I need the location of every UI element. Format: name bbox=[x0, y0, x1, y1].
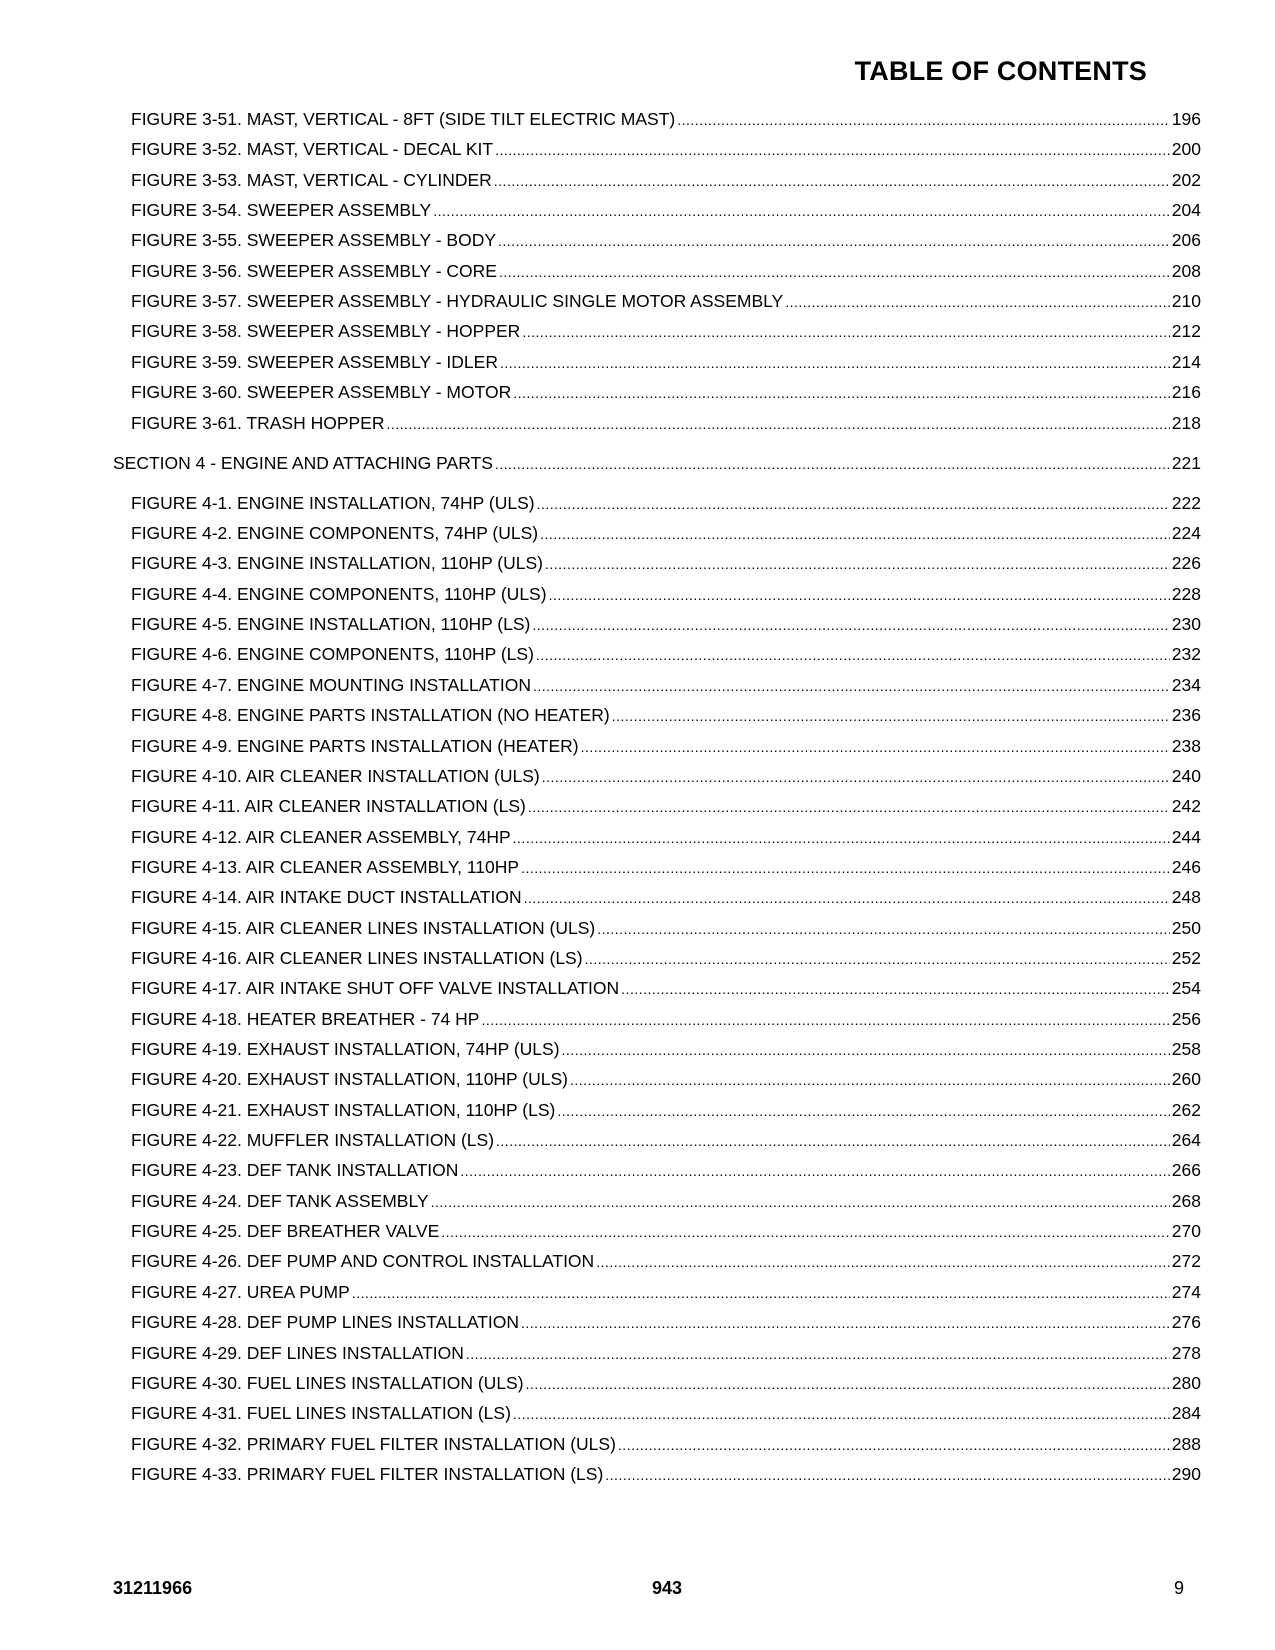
toc-figure-entry[interactable] bbox=[131, 522, 1201, 545]
toc-entry-label: FIGURE 3-52. MAST, VERTICAL - DECAL KIT bbox=[131, 139, 494, 160]
toc-entry-label: FIGURE 4-33. PRIMARY FUEL FILTER INSTALLATION (LS) bbox=[131, 1463, 604, 1484]
toc-figure-entry[interactable] bbox=[131, 583, 1201, 606]
toc-entry-label: FIGURE 4-6. ENGINE COMPONENTS, 110HP (LS) bbox=[131, 644, 534, 665]
toc-entry-page: 206 bbox=[1171, 230, 1201, 251]
toc-entry-page: 214 bbox=[1171, 351, 1201, 372]
dot-leader bbox=[677, 109, 1170, 131]
toc-figure-entry[interactable] bbox=[131, 886, 1201, 909]
toc-figure-entry[interactable] bbox=[131, 199, 1201, 222]
dot-leader bbox=[596, 1251, 1170, 1273]
toc-figure-entry[interactable] bbox=[131, 1311, 1201, 1334]
toc-entry-label: FIGURE 4-13. AIR CLEANER ASSEMBLY, 110HP bbox=[131, 856, 520, 877]
dot-leader bbox=[513, 1403, 1170, 1425]
dot-leader bbox=[387, 413, 1170, 435]
dot-leader bbox=[605, 1464, 1170, 1486]
toc-entry-page: 238 bbox=[1171, 735, 1201, 756]
dot-leader bbox=[528, 796, 1170, 818]
toc-entry-label: FIGURE 4-29. DEF LINES INSTALLATION bbox=[131, 1342, 464, 1363]
dot-leader bbox=[441, 1221, 1170, 1243]
toc-entry-label: FIGURE 3-54. SWEEPER ASSEMBLY bbox=[131, 200, 432, 221]
toc-entry-page: 202 bbox=[1171, 169, 1201, 190]
toc-entry-page: 208 bbox=[1171, 260, 1201, 281]
toc-section-entry[interactable] bbox=[113, 452, 1201, 475]
toc-figure-entry[interactable] bbox=[131, 1008, 1201, 1031]
dot-leader bbox=[570, 1069, 1170, 1091]
toc-figure-entry[interactable] bbox=[131, 856, 1201, 879]
toc-entry-page: 258 bbox=[1171, 1039, 1201, 1059]
dot-leader bbox=[540, 523, 1170, 545]
dot-leader bbox=[495, 139, 1170, 161]
toc-entry-page: 234 bbox=[1171, 674, 1201, 695]
dot-leader bbox=[433, 200, 1170, 222]
footer-model: 943 bbox=[652, 1578, 683, 1598]
toc-entry-label: FIGURE 3-56. SWEEPER ASSEMBLY - CORE bbox=[131, 260, 497, 281]
toc-entry-label: FIGURE 3-51. MAST, VERTICAL - 8FT (SIDE TILT ELECTRIC MAST) bbox=[131, 109, 676, 129]
toc-figure-entry[interactable] bbox=[131, 1342, 1201, 1365]
toc-entry-page: 254 bbox=[1171, 978, 1201, 999]
toc-entry-label: FIGURE 4-31. FUEL LINES INSTALLATION (LS) bbox=[131, 1403, 511, 1424]
toc-entry-page: 224 bbox=[1171, 523, 1201, 544]
toc-entry-page: 260 bbox=[1171, 1069, 1201, 1090]
dot-leader bbox=[526, 1373, 1170, 1395]
toc-figure-entry[interactable] bbox=[131, 674, 1201, 697]
toc-entry-page: 230 bbox=[1171, 614, 1201, 635]
dot-leader bbox=[581, 736, 1170, 758]
toc-figure-entry[interactable] bbox=[131, 1433, 1201, 1456]
dot-leader bbox=[562, 1039, 1170, 1061]
toc-entry-label: FIGURE 4-17. AIR INTAKE SHUT OFF VALVE INSTALLATION bbox=[131, 978, 620, 999]
toc-figure-entry[interactable] bbox=[131, 826, 1201, 849]
toc-entry-label: FIGURE 4-9. ENGINE PARTS INSTALLATION (HEATER) bbox=[131, 735, 579, 756]
toc-figure-entry[interactable] bbox=[131, 947, 1201, 970]
toc-figure-entry[interactable] bbox=[131, 290, 1201, 313]
toc-entry-page: 246 bbox=[1171, 856, 1201, 877]
dot-leader bbox=[585, 948, 1170, 970]
toc-entry-label: FIGURE 4-11. AIR CLEANER INSTALLATION (LS) bbox=[131, 796, 526, 817]
toc-entry-page: 232 bbox=[1171, 644, 1201, 665]
dot-leader bbox=[500, 352, 1170, 374]
dot-leader bbox=[460, 1160, 1169, 1182]
toc-figure-entry[interactable] bbox=[131, 1463, 1201, 1486]
toc-entry-page: 280 bbox=[1171, 1372, 1201, 1393]
toc-entry-label: FIGURE 3-60. SWEEPER ASSEMBLY - MOTOR bbox=[131, 382, 512, 403]
toc-figure-entry[interactable] bbox=[131, 1190, 1201, 1213]
dot-leader bbox=[513, 382, 1170, 404]
toc-entry-page: 274 bbox=[1171, 1281, 1201, 1302]
toc-figure-entry[interactable] bbox=[131, 643, 1201, 666]
toc-entry-label: FIGURE 3-59. SWEEPER ASSEMBLY - IDLER bbox=[131, 351, 498, 372]
toc-figure-entry[interactable] bbox=[131, 412, 1201, 435]
page-title: TABLE OF CONTENTS bbox=[854, 56, 1147, 86]
toc-entry-label: FIGURE 4-19. EXHAUST INSTALLATION, 74HP (ULS) bbox=[131, 1039, 560, 1059]
toc-entry-label: FIGURE 4-25. DEF BREATHER VALVE bbox=[131, 1221, 440, 1242]
toc-entry-page: 196 bbox=[1171, 109, 1201, 129]
dot-leader bbox=[557, 1100, 1169, 1122]
toc-figure-entry[interactable] bbox=[131, 229, 1201, 252]
toc-entry-label: FIGURE 4-10. AIR CLEANER INSTALLATION (ULS) bbox=[131, 765, 540, 786]
toc-entry-label: FIGURE 4-26. DEF PUMP AND CONTROL INSTALLATION bbox=[131, 1251, 595, 1272]
toc-entry-page: 270 bbox=[1171, 1221, 1201, 1242]
toc-figure-entry[interactable] bbox=[131, 1220, 1201, 1243]
dot-leader bbox=[537, 493, 1170, 515]
toc-figure-entry[interactable] bbox=[131, 704, 1201, 727]
toc-entry-label: FIGURE 4-3. ENGINE INSTALLATION, 110HP (ULS) bbox=[131, 553, 544, 574]
toc-entry-page: 252 bbox=[1171, 947, 1201, 968]
toc-entry-page: 290 bbox=[1171, 1463, 1201, 1484]
toc-entry-label: FIGURE 4-2. ENGINE COMPONENTS, 74HP (ULS) bbox=[131, 523, 539, 544]
toc-figure-entry[interactable] bbox=[131, 1250, 1201, 1273]
toc-figure-entry[interactable] bbox=[131, 795, 1201, 818]
dot-leader bbox=[545, 553, 1170, 575]
toc-figure-entry[interactable] bbox=[131, 351, 1201, 374]
toc-entry-page: 200 bbox=[1171, 139, 1201, 160]
toc-entry-label: FIGURE 4-15. AIR CLEANER LINES INSTALLATION (ULS) bbox=[131, 917, 596, 938]
toc-entry-label: FIGURE 4-16. AIR CLEANER LINES INSTALLATION (LS) bbox=[131, 947, 583, 968]
toc-entry-label: FIGURE 4-4. ENGINE COMPONENTS, 110HP (ULS) bbox=[131, 583, 547, 604]
toc-figure-entry[interactable] bbox=[131, 977, 1201, 1000]
dot-leader bbox=[618, 1434, 1170, 1456]
toc-entry-label: FIGURE 4-30. FUEL LINES INSTALLATION (ULS) bbox=[131, 1372, 524, 1393]
toc-entry-page: 284 bbox=[1171, 1403, 1201, 1424]
toc-entry-page: 272 bbox=[1171, 1251, 1201, 1272]
toc-figure-entry[interactable] bbox=[131, 1068, 1201, 1091]
toc-entry-page: 222 bbox=[1171, 492, 1201, 513]
dot-leader bbox=[524, 887, 1170, 909]
dot-leader bbox=[612, 705, 1170, 727]
toc-entry-label: FIGURE 4-18. HEATER BREATHER - 74 HP bbox=[131, 1008, 480, 1029]
footer-page-number: 9 bbox=[1174, 1578, 1185, 1598]
toc-figure-entry[interactable] bbox=[131, 735, 1201, 758]
toc-figure-entry[interactable] bbox=[131, 1038, 1201, 1061]
toc-entry-label: FIGURE 4-14. AIR INTAKE DUCT INSTALLATION bbox=[131, 887, 522, 908]
toc-figure-entry[interactable] bbox=[131, 1281, 1201, 1304]
toc-entry-page: 242 bbox=[1171, 796, 1201, 817]
toc-entry-label: FIGURE 4-1. ENGINE INSTALLATION, 74HP (ULS) bbox=[131, 492, 535, 513]
toc-entry-label: FIGURE 4-7. ENGINE MOUNTING INSTALLATION bbox=[131, 674, 531, 695]
dot-leader bbox=[533, 675, 1170, 697]
toc-entry-label: FIGURE 3-57. SWEEPER ASSEMBLY - HYDRAULIC SINGLE MOTOR ASSEMBLY bbox=[131, 291, 784, 312]
toc-entry-label: FIGURE 4-32. PRIMARY FUEL FILTER INSTALLATION (ULS) bbox=[131, 1433, 616, 1454]
dot-leader bbox=[498, 230, 1170, 252]
toc-entry-label: FIGURE 4-5. ENGINE INSTALLATION, 110HP (LS) bbox=[131, 614, 531, 635]
dot-leader bbox=[522, 321, 1169, 343]
toc-figure-entry[interactable] bbox=[131, 1159, 1201, 1182]
toc-entry-page: 264 bbox=[1171, 1130, 1201, 1151]
dot-leader bbox=[466, 1343, 1170, 1365]
toc-entry-label: SECTION 4 - ENGINE AND ATTACHING PARTS bbox=[113, 452, 493, 473]
toc-figure-entry[interactable] bbox=[131, 108, 1201, 131]
toc-entry-label: FIGURE 3-58. SWEEPER ASSEMBLY - HOPPER bbox=[131, 321, 521, 342]
toc-entry-page: 288 bbox=[1171, 1433, 1201, 1454]
toc-entry-page: 240 bbox=[1171, 765, 1201, 786]
toc-entry-page: 250 bbox=[1171, 917, 1201, 938]
toc-entry-label: FIGURE 3-55. SWEEPER ASSEMBLY - BODY bbox=[131, 230, 497, 251]
toc-entry-label: FIGURE 4-28. DEF PUMP LINES INSTALLATION bbox=[131, 1312, 520, 1333]
dot-leader bbox=[352, 1282, 1170, 1304]
dot-leader bbox=[542, 766, 1170, 788]
toc-figure-entry[interactable] bbox=[131, 765, 1201, 788]
toc-figure-entry[interactable] bbox=[131, 320, 1201, 343]
dot-leader bbox=[481, 1009, 1169, 1031]
toc-entry-label: FIGURE 3-53. MAST, VERTICAL - CYLINDER bbox=[131, 169, 492, 190]
toc-entry-page: 276 bbox=[1171, 1312, 1201, 1333]
dot-leader bbox=[521, 857, 1170, 879]
toc-entry-page: 221 bbox=[1171, 452, 1201, 473]
toc-entry-page: 228 bbox=[1171, 583, 1201, 604]
toc-figure-entry[interactable] bbox=[131, 1129, 1201, 1152]
dot-leader bbox=[536, 644, 1170, 666]
toc-entry-page: 266 bbox=[1171, 1160, 1201, 1181]
footer-doc-number: 31211966 bbox=[113, 1578, 193, 1598]
toc-entry-page: 244 bbox=[1171, 826, 1201, 847]
toc-entry-label: FIGURE 4-21. EXHAUST INSTALLATION, 110HP (LS) bbox=[131, 1099, 556, 1120]
toc-entry-label: FIGURE 4-23. DEF TANK INSTALLATION bbox=[131, 1160, 459, 1181]
toc-entry-page: 236 bbox=[1171, 705, 1201, 726]
toc-entry-label: FIGURE 4-20. EXHAUST INSTALLATION, 110HP (ULS) bbox=[131, 1069, 568, 1090]
toc-entry-page: 226 bbox=[1171, 553, 1201, 574]
toc-entry-page: 278 bbox=[1171, 1342, 1201, 1363]
dot-leader bbox=[494, 170, 1170, 192]
toc-entry-page: 210 bbox=[1171, 291, 1201, 312]
dot-leader bbox=[785, 291, 1170, 313]
dot-leader bbox=[532, 614, 1169, 636]
toc-figure-entry[interactable] bbox=[131, 917, 1201, 940]
toc-entry-label: FIGURE 4-12. AIR CLEANER ASSEMBLY, 74HP bbox=[131, 826, 511, 847]
dot-leader bbox=[495, 453, 1170, 475]
toc-entry-page: 256 bbox=[1171, 1008, 1201, 1029]
toc-figure-entry[interactable] bbox=[131, 492, 1201, 515]
dot-leader bbox=[521, 1312, 1170, 1334]
dot-leader bbox=[499, 261, 1170, 283]
dot-leader bbox=[549, 584, 1170, 606]
toc-figure-entry[interactable] bbox=[131, 613, 1201, 636]
toc-figure-entry[interactable] bbox=[131, 169, 1201, 192]
dot-leader bbox=[431, 1191, 1170, 1213]
dot-leader bbox=[597, 918, 1170, 940]
toc-entry-label: FIGURE 3-61. TRASH HOPPER bbox=[131, 412, 385, 433]
toc-figure-entry[interactable] bbox=[131, 552, 1201, 575]
toc-figure-entry[interactable] bbox=[131, 1099, 1201, 1122]
toc-figure-entry[interactable] bbox=[131, 381, 1201, 404]
toc-figure-entry[interactable] bbox=[131, 1372, 1201, 1395]
toc-entry-page: 262 bbox=[1171, 1099, 1201, 1120]
dot-leader bbox=[496, 1130, 1170, 1152]
dot-leader bbox=[621, 978, 1170, 1000]
dot-leader bbox=[513, 827, 1170, 849]
toc-entry-page: 212 bbox=[1171, 321, 1201, 342]
toc-entry-label: FIGURE 4-27. UREA PUMP bbox=[131, 1281, 350, 1302]
toc-entry-page: 204 bbox=[1171, 200, 1201, 221]
toc-entry-page: 218 bbox=[1171, 412, 1201, 433]
toc-entry-label: FIGURE 4-22. MUFFLER INSTALLATION (LS) bbox=[131, 1130, 495, 1151]
toc-entry-page: 268 bbox=[1171, 1190, 1201, 1211]
toc-entry-page: 248 bbox=[1171, 887, 1201, 908]
toc-entry-label: FIGURE 4-24. DEF TANK ASSEMBLY bbox=[131, 1190, 429, 1211]
toc-figure-entry[interactable] bbox=[131, 1402, 1201, 1425]
toc-entry-page: 216 bbox=[1171, 382, 1201, 403]
toc-figure-entry[interactable] bbox=[131, 260, 1201, 283]
toc-figure-entry[interactable] bbox=[131, 138, 1201, 161]
toc-entry-label: FIGURE 4-8. ENGINE PARTS INSTALLATION (NO HEATER) bbox=[131, 705, 610, 726]
